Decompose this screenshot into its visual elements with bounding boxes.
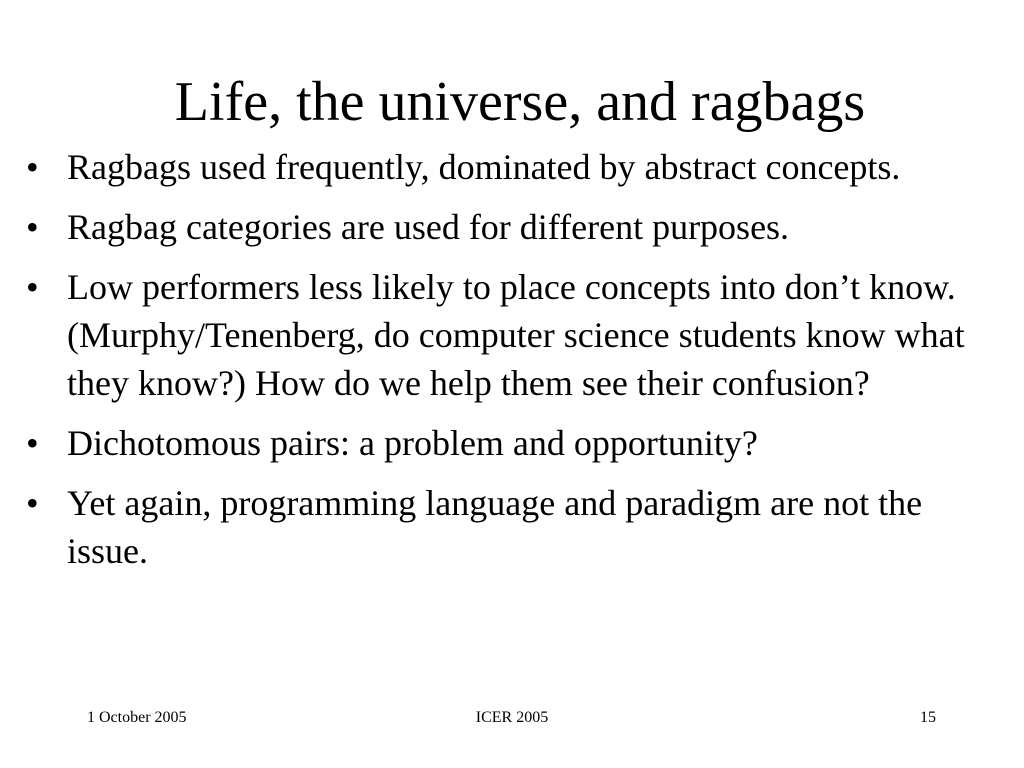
bullet-item	[26, 419, 1001, 467]
bullet-dot-icon: •	[26, 483, 39, 523]
bullet-text: Ragbag categories are used for different purposes.	[67, 207, 790, 247]
footer-conference: ICER 2005	[475, 709, 549, 726]
bullet-item	[26, 479, 1001, 575]
bullet-text: Ragbags used frequently, dominated by abstract concepts.	[67, 147, 901, 187]
bullet-text: Dichotomous pairs: a problem and opportunity?	[67, 423, 758, 463]
bullet-dot-icon: •	[26, 423, 39, 463]
footer-page-number: 15	[920, 709, 936, 726]
bullet-dot-icon: •	[26, 207, 39, 247]
bullet-dot-icon: •	[26, 267, 39, 307]
slide-title: Life, the universe, and ragbags	[174, 71, 866, 133]
bullet-dot-icon: •	[26, 147, 39, 187]
bullet-item	[26, 203, 1001, 251]
bullet-list	[26, 143, 1001, 587]
bullet-item	[26, 263, 1001, 407]
bullet-text: Low performers less likely to place concepts into don’t know. (Murphy/Tenenberg, do computer science students know what they know?) How do we help them see their confusion?	[67, 267, 965, 403]
bullet-text: Yet again, programming language and paradigm are not the issue.	[67, 483, 923, 571]
bullet-item	[26, 143, 1001, 191]
footer-date: 1 October 2005	[87, 709, 187, 726]
